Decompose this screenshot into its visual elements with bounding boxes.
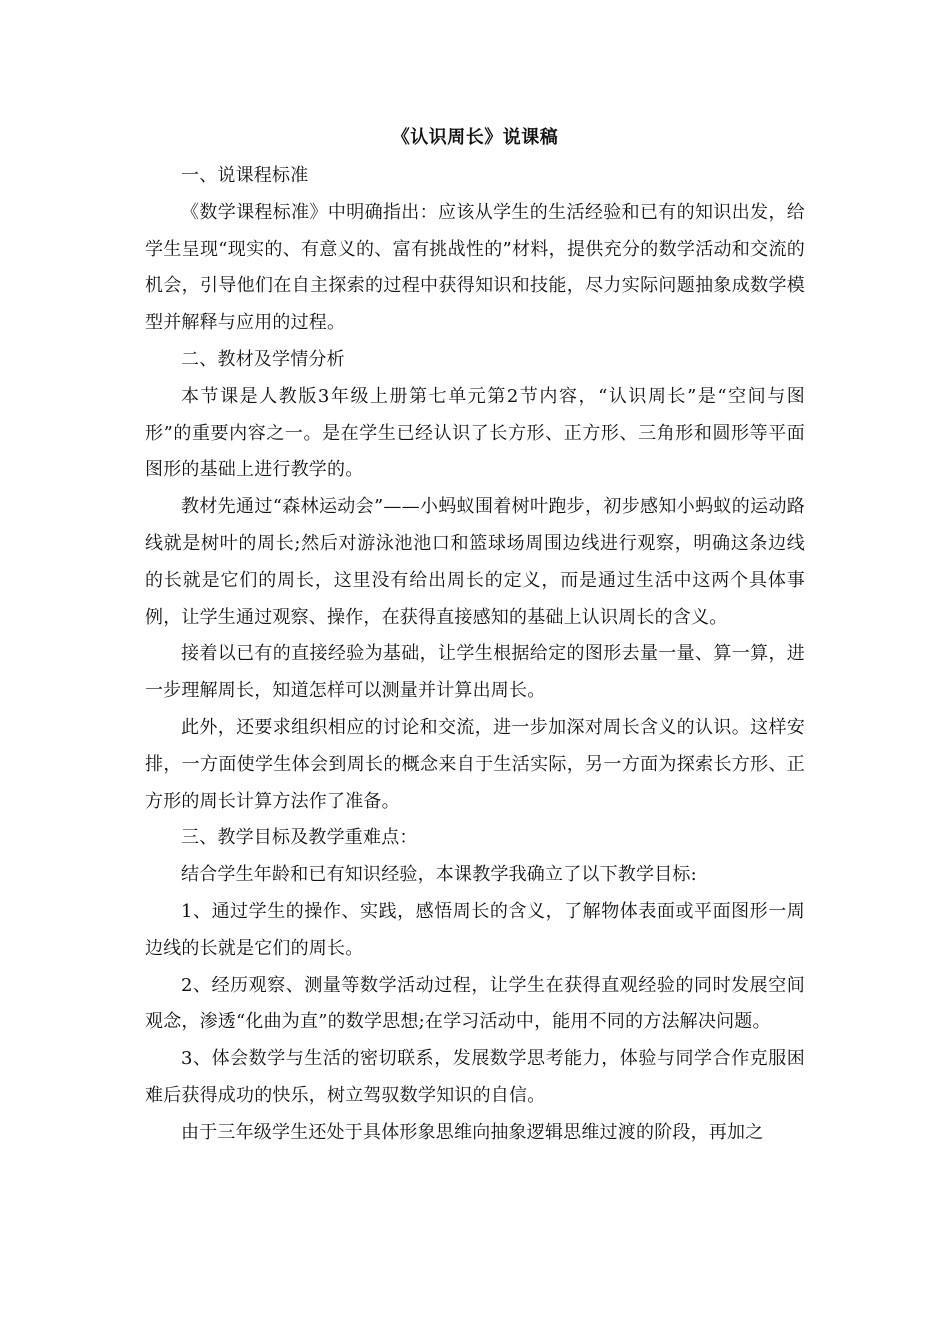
- objective-item-3: 3、体会数学与生活的密切联系，发展数学思考能力，体验与同学合作克服困难后获得成功的快乐，树立驾驭数学知识的自信。: [145, 1048, 805, 1106]
- paragraph: 此外，还要求组织相应的讨论和交流，进一步加深对周长含义的认识。这样安排，一方面使学生体会到周长的概念来自于生活实际，另一方面为探索长方形、正方形的周长计算方法作了准备。: [145, 716, 805, 812]
- paragraph: 接着以已有的直接经验为基础，让学生根据给定的图形去量一量、算一算，进一步理解周长，知道怎样可以测量并计算出周长。: [145, 643, 805, 702]
- objective-item-1: 1、通过学生的操作、实践，感悟周长的含义，了解物体表面或平面图形一周边线的长就是它们的周长。: [145, 900, 805, 959]
- document-page: [145, 118, 805, 1152]
- paragraph: 教材先通过“森林运动会”——小蚂蚁围着树叶跑步，初步感知小蚂蚁的运动路线就是树叶的周长;然后对游泳池池口和篮球场周围边线进行观察，明确这条边线的长就是它们的周长，这里没有给出周长的定义，而是通过生活中这两个具体事例，让学生通过观察、操作，在获得直接感知的基础上认识周长的含义。: [145, 496, 805, 628]
- objective-item-2: 2、经历观察、测量等数学活动过程，让学生在获得直观经验的同时发展空间观念，渗透“化曲为直”的数学思想;在学习活动中，能用不同的方法解决问题。: [145, 974, 805, 1033]
- paragraph: 本节课是人教版3年级上册第七单元第2节内容，“认识周长”是“空间与图形”的重要内容之一。是在学生已经认识了长方形、正方形、三角形和圆形等平面图形的基础上进行教学的。: [145, 385, 805, 481]
- section-heading-1: 一、说课程标准: [181, 165, 309, 186]
- paragraph: 《数学课程标准》中明确指出：应该从学生的生活经验和已有的知识出发，给学生呈现“现实的、有意义的、富有挑战性的”材料，提供充分的数学活动和交流的机会，引导他们在自主探索的过程中获得知识和技能，尽力实际问题抽象成数学模型并解释与应用的过程。: [145, 201, 805, 334]
- section-heading-2: 二、教材及学情分析: [181, 348, 345, 370]
- paragraph: 结合学生年龄和已有知识经验，本课教学我确立了以下教学目标:: [181, 864, 697, 886]
- document-title: 《认识周长》说课稿: [391, 127, 559, 148]
- paragraph: 由于三年级学生还处于具体形象思维向抽象逻辑思维过渡的阶段，再加之: [181, 1121, 764, 1143]
- section-heading-3: 三、教学目标及教学重难点：: [181, 827, 418, 849]
